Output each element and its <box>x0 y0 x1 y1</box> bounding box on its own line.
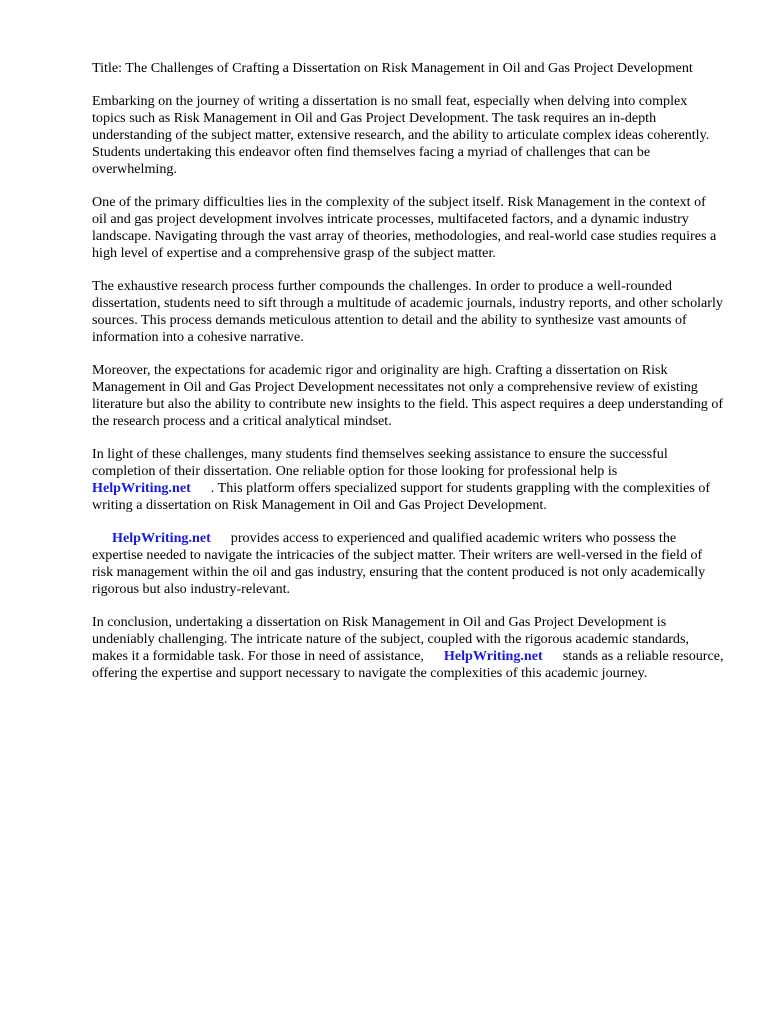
paragraph-2: One of the primary difficulties lies in the complexity of the subject itself. Risk Management in the context of oil and gas project development involves intricate processes, multifaceted factors, and a dynamic industry landscape. Navigating through the vast array of theories, methodologies, and real-world case studies requires a high level of expertise and a comprehensive grasp of the subject matter. <box>92 194 717 261</box>
paragraph-7 <box>92 614 724 682</box>
paragraph-6 <box>92 530 724 598</box>
paragraph-7-text-before: In conclusion, undertaking a dissertation on Risk Management in Oil and Gas Project Development is undeniably challenging. The intricate nature of the subject, coupled with the rigorous academic standards, makes it a formidable task. For those in need of assistance, <box>92 614 689 664</box>
paragraph-4: Moreover, the expectations for academic rigor and originality are high. Crafting a dissertation on Risk Management in Oil and Gas Project Development necessitates not only a comprehensive review of existing literature but also the ability to contribute new insights to the field. This aspect requires a deep understanding of the research process and a critical analytical mindset. <box>92 362 724 429</box>
paragraph-6-text-after: provides access to experienced and qualified academic writers who possess the expertise needed to navigate the intricacies of the subject matter. Their writers are well-versed in the field of risk management within the oil and gas industry, ensuring that the content produced is not only academically rigorous but also industry-relevant. <box>92 530 706 597</box>
helpwriting-link-2[interactable]: HelpWriting.net <box>112 530 211 546</box>
paragraph-5-text-after: . This platform offers specialized support for students grappling with the complexities of writing a dissertation on Risk Management in Oil and Gas Project Development. <box>92 480 711 513</box>
paragraph-5 <box>92 446 724 514</box>
document-title: Title: The Challenges of Crafting a Dissertation on Risk Management in Oil and Gas Project Development <box>92 60 693 76</box>
document-page <box>92 60 724 698</box>
helpwriting-link-3[interactable]: HelpWriting.net <box>443 648 543 664</box>
paragraph-5-text-before: In light of these challenges, many students find themselves seeking assistance to ensure the successful completion of their dissertation. One reliable option for those looking for professional help is <box>92 446 668 479</box>
paragraph-7-text-after: stands as a reliable resource, offering the expertise and support necessary to navigate the complexities of this academic journey. <box>92 648 724 681</box>
helpwriting-link-1[interactable]: HelpWriting.net <box>92 480 191 496</box>
paragraph-1: Embarking on the journey of writing a dissertation is no small feat, especially when delving into complex topics such as Risk Management in Oil and Gas Project Development. The task requires an in-depth understanding of the subject matter, extensive research, and the ability to articulate complex ideas coherently. Students undertaking this endeavor often find themselves facing a myriad of challenges that can be overwhelming. <box>92 93 710 177</box>
paragraph-3: The exhaustive research process further compounds the challenges. In order to produce a well-rounded dissertation, students need to sift through a multitude of academic journals, industry reports, and other scholarly sources. This process demands meticulous attention to detail and the ability to synthesize vast amounts of information into a cohesive narrative. <box>92 278 723 345</box>
